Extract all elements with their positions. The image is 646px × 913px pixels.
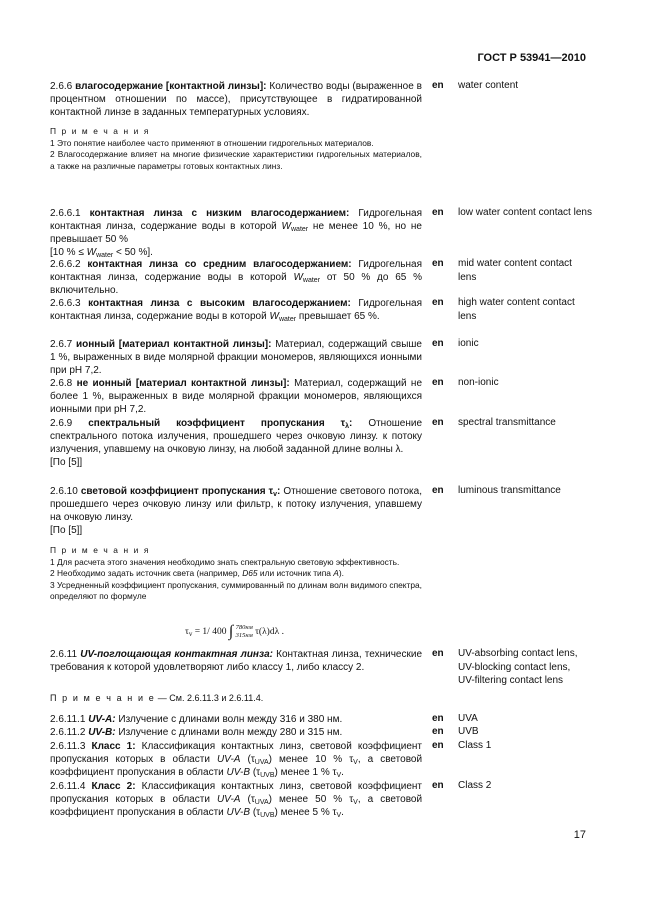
english-term: water content — [458, 80, 519, 91]
entry-definition: Излучение с длинами волн между 316 и 380 нм. — [118, 714, 343, 725]
tau-symbol: τ — [349, 794, 354, 805]
english-term: Class 2 — [458, 780, 492, 791]
entry-definition: Гидрогельная контактная линза, содержание воды в которой — [50, 208, 422, 232]
entry-term: UV-поглощающая контактная линза: — [80, 649, 273, 660]
lang-tag: en — [432, 485, 444, 496]
lang-tag: en — [432, 780, 444, 791]
entry-2-6-6-3 — [50, 297, 422, 323]
term-colon: : — [276, 486, 281, 497]
tau-subscript: UVB — [260, 772, 275, 779]
note-item — [50, 568, 422, 580]
entry-definition: Классификация контактных линз, световой коэффициент пропускания которых в области — [50, 741, 423, 765]
entry-term: контактная линза с высоким влагосодержанием: — [88, 298, 351, 309]
entry-number: 2.6.10 — [50, 486, 78, 497]
lang-tag: en — [432, 80, 444, 91]
entry-definition: превышает 65 %. — [298, 311, 380, 322]
entry-number: 2.6.6.3 — [50, 298, 81, 309]
entry-2-6-6-1 — [50, 207, 422, 259]
english-term: Class 1 — [458, 740, 492, 751]
notes-title: П р и м е ч а н и е — [50, 693, 156, 703]
entry-definition: Классификация контактных линз, световой коэффициент пропускания которых в области — [50, 781, 423, 805]
lang-tag: en — [432, 740, 444, 751]
entry-2-6-10 — [50, 485, 422, 537]
inequality: [10 % ≤ — [50, 247, 84, 258]
entry-definition: Материал, содержащий не более 1 %, выраженных в виде молярной фракции мономеров, являющихся ионными при pH 7,2. — [50, 378, 423, 415]
note-item: 1 Это понятие наиболее часто применяют в отношении гидрогельных материалов. — [50, 137, 374, 148]
english-term: ionic — [458, 338, 479, 349]
entry-2-6-6-2 — [50, 258, 422, 297]
band-uvb: UV-B — [226, 767, 251, 778]
entry-definition: Количество воды (выраженное в процентном отношении по массе), присутствующее в гидратированной контактной линзе в заданных температурных условиях. — [50, 81, 422, 118]
entry-2-6-11-3: 2.6.11.3 Класс 1: Классификация контактных линз, световой коэффициент пропускания которых в области UV-A $(\tau_{UVA})$ менее 10 % $\tau_V$, а световой коэффициент пропускания в области UV-B $(\tau_{UVB})$ менее 1 % $\tau_V$. — [50, 741, 423, 779]
entry-number: 2.6.6.1 — [50, 208, 81, 219]
reference: [По [5]] — [50, 457, 83, 468]
entry-number: 2.6.11.2 — [50, 727, 86, 738]
entry-term: Класс 2: — [91, 781, 136, 792]
english-term: UV-filtering contact lens — [458, 675, 564, 686]
note-text: — См. 2.6.11.3 и 2.6.11.4. — [155, 693, 264, 703]
notes-block-3 — [50, 693, 422, 705]
notes-title: П р и м е ч а н и я — [50, 126, 150, 136]
formula-factor: = 1/ 400 — [194, 627, 227, 638]
term-colon: : — [349, 418, 353, 429]
integral-sign: ∫ — [228, 623, 234, 640]
english-term: low water content contact lens — [458, 207, 592, 218]
lang-tag: en — [432, 377, 444, 388]
entry-definition: , а световой коэффициент пропускания в области — [50, 794, 423, 818]
entry-number: 2.6.11 — [50, 649, 78, 660]
entry-2-6-11-1 — [50, 713, 422, 726]
english-term: high water content contact lens — [458, 297, 575, 322]
formula-lhs: τ — [185, 627, 189, 638]
entry-2-6-9 — [50, 417, 422, 469]
illuminant-a: A — [333, 568, 339, 579]
english-term: spectral transmittance — [458, 417, 556, 428]
entry-definition: менее 5 % — [280, 807, 330, 818]
document-code: ГОСТ Р 53941—2010 — [477, 52, 586, 64]
entry-definition: Излучение с длинами волн между 280 и 315 нм. — [118, 727, 343, 738]
illuminant-d65: D65 — [242, 568, 258, 579]
term-subscript: λ — [345, 423, 349, 430]
entry-term: UV-B: — [88, 727, 116, 738]
lang-tag: en — [432, 338, 444, 349]
tau-subscript: UVA — [254, 799, 269, 806]
entry-term: спектральный коэффициент пропускания τ — [88, 418, 346, 429]
entry-definition: менее 1 % — [280, 767, 330, 778]
band-uvb: UV-B — [226, 807, 251, 818]
english-term: non-ionic — [458, 377, 499, 388]
variable-subscript: water — [96, 252, 114, 259]
english-term: luminous transmittance — [458, 485, 561, 496]
variable: W — [281, 221, 291, 232]
variable-subscript: water — [278, 316, 297, 323]
page-number: 17 — [573, 829, 586, 841]
note-text: 2 Необходимо задать источник света (например, — [50, 568, 240, 579]
entry-number: 2.6.9 — [50, 418, 73, 429]
entry-number: 2.6.7 — [50, 339, 73, 350]
entry-term: ионный [материал контактной линзы]: — [76, 339, 272, 350]
lang-tag: en — [432, 297, 444, 308]
note-text: или источник типа — [259, 568, 331, 579]
entry-term: контактная линза со средним влагосодержанием: — [87, 259, 352, 270]
term-subscript: v — [273, 491, 277, 498]
entry-number: 2.6.8 — [50, 378, 73, 389]
tau-symbol: τ — [332, 767, 337, 778]
entry-number: 2.6.11.4 — [50, 781, 86, 792]
notes-block-2 — [50, 545, 422, 603]
notes-title: П р и м е ч а н и я — [50, 545, 150, 555]
tau-symbol: τ — [250, 754, 255, 765]
tau-symbol: τ — [250, 794, 255, 805]
entry-2-6-7 — [50, 338, 422, 377]
tau-symbol: τ — [332, 807, 337, 818]
tau-subscript: V — [353, 799, 358, 806]
variable-subscript: water — [302, 277, 321, 284]
english-term: UVA — [458, 713, 478, 724]
note-item: 3 Усредненный коэффициент пропускания, суммированный по длинам волн видимого спектра, определяют по формуле — [50, 579, 422, 602]
note-item: 1 Для расчета этого значения необходимо знать спектральную световую эффективность. — [50, 556, 400, 567]
note-text: ). — [338, 568, 344, 579]
integral-lower-limit: 315нм — [235, 632, 253, 639]
period: . — [341, 807, 344, 818]
entry-definition: Гидрогельная контактная линза, содержание воды в которой — [50, 259, 423, 283]
entry-2-6-8 — [50, 377, 422, 416]
lang-tag: en — [432, 258, 444, 269]
tau-subscript: V — [336, 772, 342, 779]
band-uva: UV-A — [216, 794, 241, 805]
note-item: 2 Влагосодержание влияет на многие физические характеристики гидрогельных материалов, а также на различные параметры готовых контактных линз. — [50, 149, 422, 171]
variable: W — [86, 247, 97, 258]
entry-definition: Отношение светового потока, прошедшего через очковую линзу или фильтр, к потоку излучения, упавшему на очковую линзу. — [50, 486, 422, 523]
entry-term: UV-A: — [88, 714, 116, 725]
entry-definition: Контактная линза, технические требования к которой удовлетворяют либо классу 1, либо классу 2. — [50, 649, 423, 673]
english-term: mid water content contact lens — [458, 258, 572, 283]
band-uva: UV-A — [216, 754, 241, 765]
entry-term: контактная линза с низким влагосодержанием: — [89, 208, 350, 219]
notes-block-1 — [50, 126, 422, 172]
lang-tag: en — [432, 417, 444, 428]
entry-definition: Материал, содержащий свыше 1 %, выраженных в виде молярной фракции мономеров, являющихся ионными при pH 7,2. — [50, 339, 422, 376]
integral-limits — [236, 624, 253, 640]
tau-subscript: UVB — [260, 812, 275, 819]
english-term: UV-absorbing contact lens, — [458, 648, 578, 659]
tau-symbol: τ — [256, 807, 261, 818]
entry-term: влагосодержание [контактной линзы]: — [75, 81, 267, 92]
lang-tag: en — [432, 713, 444, 724]
english-term-list — [458, 647, 593, 688]
period: . — [341, 767, 344, 778]
tau-subscript: UVA — [254, 759, 269, 766]
entry-2-6-11 — [50, 648, 422, 674]
entry-definition: Гидрогельная контактная линза, содержание воды в которой — [50, 298, 422, 322]
integral-upper-limit: 780нм — [235, 624, 253, 631]
english-term: UVB — [458, 726, 479, 737]
entry-number: 2.6.11.1 — [50, 714, 86, 725]
entry-2-6-11-2 — [50, 726, 422, 739]
entry-term: Класс 1: — [91, 741, 136, 752]
tau-subscript: V — [353, 759, 358, 766]
entry-definition: от 50 % до 65 % включительно. — [50, 272, 423, 296]
variable-subscript: water — [291, 226, 309, 233]
lang-tag: en — [432, 648, 444, 659]
inequality: < 50 %]. — [115, 247, 153, 258]
entry-number: 2.6.6.2 — [50, 259, 81, 270]
reference: [По [5]] — [50, 525, 83, 536]
entry-number: 2.6.6 — [50, 81, 73, 92]
entry-definition: , а световой коэффициент пропускания в области — [50, 754, 423, 778]
entry-definition: менее 10 % — [279, 754, 343, 765]
entry-term: не ионный [материал контактной линзы]: — [76, 378, 290, 389]
entry-definition: менее 50 % — [279, 794, 343, 805]
entry-definition: не менее 10 %, но не превышает 50 % — [50, 221, 422, 245]
tau-subscript: V — [336, 812, 342, 819]
entry-2-6-11-4: 2.6.11.4 Класс 2: Классификация контактных линз, световой коэффициент пропускания которых в области UV-A $(\tau_{UVA})$ менее 50 % $\tau_V$, а световой коэффициент пропускания в области UV-B $(\tau_{UVB})$ менее 5 % $\tau_V$. — [50, 781, 423, 819]
entry-definition: Отношение спектрального потока излучения, прошедшего через очковую линзу. к потоку излучения, упавшему на очковую линзу, на любой заданной длине волны λ. — [50, 418, 423, 455]
variable: W — [269, 311, 279, 322]
variable: W — [293, 272, 303, 283]
transmittance-formula — [185, 623, 284, 641]
english-term: UV-blocking contact lens, — [458, 661, 571, 673]
formula-lhs-subscript: v — [188, 630, 193, 639]
tau-symbol: τ — [256, 767, 261, 778]
entry-2-6-6 — [50, 80, 422, 119]
entry-number: 2.6.11.3 — [50, 741, 86, 752]
integrand: τ(λ)dλ . — [255, 627, 284, 638]
lang-tag: en — [432, 207, 444, 218]
tau-symbol: τ — [349, 754, 354, 765]
lang-tag: en — [432, 726, 444, 737]
entry-term: световой коэффициент пропускания τ — [80, 486, 274, 497]
